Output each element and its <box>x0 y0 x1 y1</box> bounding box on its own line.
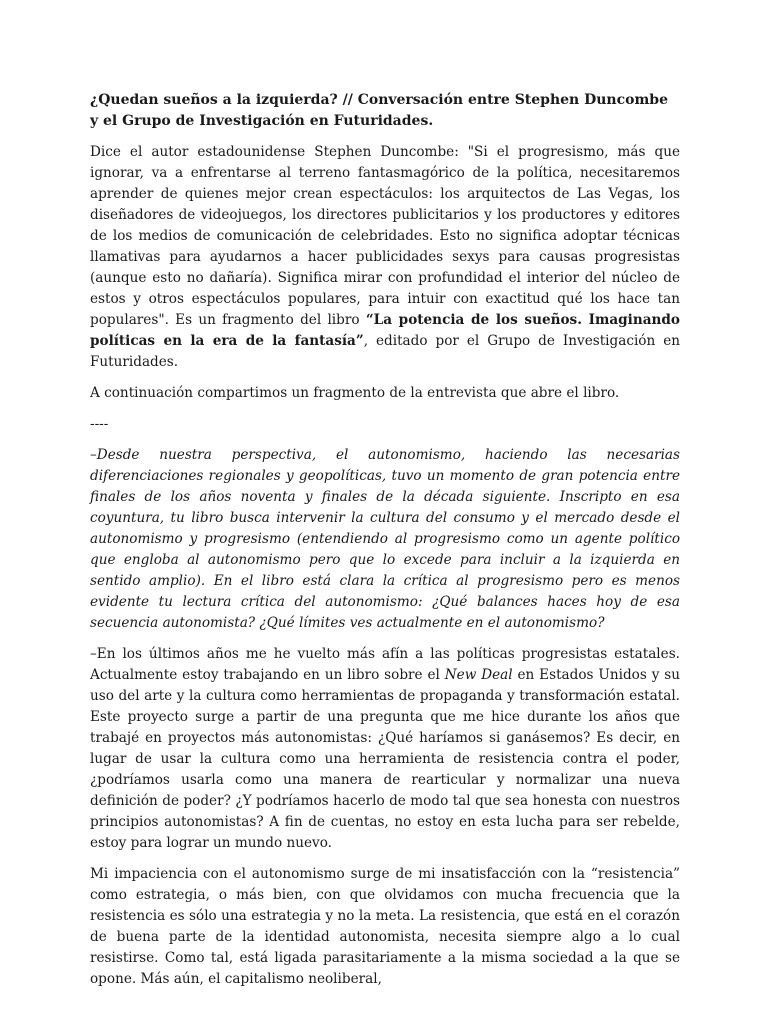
interview-question: –Desde nuestra perspectiva, el autonomismo, haciendo las necesarias diferenciaciones regionales y geopolíticas, tuvo un momento de gran potencia entre finales de los años noventa y finales de la década siguiente. Inscripto en esa coyuntura, tu libro busca intervenir la cultura del consumo y el mercado desde el autonomismo y progresismo (entendiendo al progresismo como un agente político que engloba al autonomismo pero que lo excede para incluir a la izquierda en sentido amplio). En el libro está clara la crítica al progresismo pero es menos evidente tu lectura crítica del autonomismo: ¿Qué balances haces hoy de esa secuencia autonomista? ¿Qué límites ves actualmente en el autonomismo? <box>90 447 680 631</box>
answer-paragraph-1 <box>90 644 680 854</box>
intro-text-end: , editado por el Grupo de Investigación en Futuridades. <box>90 333 681 370</box>
intro-paragraph <box>90 142 680 373</box>
answer-text-end: en Estados Unidos y su uso del arte y la cultura como herramientas de propaganda y transformación estatal. Este proyecto surge a partir de una pregunta que me hice durante los años que trabajé en proyectos más autonomistas: ¿Qué haríamos si ganásemos? Es decir, en lugar de usar la cultura como una herramienta de resistencia contra el poder, ¿podríamos usarla como una manera de rearticular y normalizar una nueva definición de poder? ¿Y podríamos hacerlo de modo tal que sea honesta con nuestros principios autonomistas? A fin de cuentas, no estoy en esta lucha para ser rebelde, estoy para lograr un mundo nuevo. <box>90 667 680 851</box>
lead-paragraph: A continuación compartimos un fragmento de la entrevista que abre el libro. <box>90 385 620 401</box>
separator: ---- <box>90 416 109 432</box>
new-deal-emphasis: New Deal <box>444 667 513 683</box>
book-title: “La potencia de los sueños. Imaginando políticas en la era de la fantasía” <box>90 312 680 349</box>
answer-paragraph-2: Mi impaciencia con el autonomismo surge de mi insatisfacción con la “resistencia” como estrategia, o más bien, con que olvidamos con mucha frecuencia que la resistencia es sólo una estrategia y no la meta. La resistencia, que está en el corazón de buena parte de la identidad autonomista, necesita siempre algo a lo cual resistirse. Como tal, está ligada parasitariamente a la misma sociedad a la que se opone. Más aún, el capitalismo neoliberal, <box>90 866 680 987</box>
answer-text: –En los últimos años me he vuelto más afín a las políticas progresistas estatales. Actualmente estoy trabajando en un libro sobre el <box>90 646 680 683</box>
article-title: ¿Quedan sueños a la izquierda? // Conversación entre Stephen Duncombe y el Grupo de Investigación en Futuridades. <box>90 92 668 129</box>
intro-text: Dice el autor estadounidense Stephen Duncombe: "Si el progresismo, más que ignorar, va a enfrentarse al terreno fantasmagórico de la política, necesitaremos aprender de quienes mejor crean espectáculos: los arquitectos de Las Vegas, los diseñadores de videojuegos, los directores publicitarios y los productores y editores de los medios de comunicación de celebridades. Esto no significa adoptar técnicas llamativas para ayudarnos a hacer publicidades sexys para causas progresistas (aunque esto no dañaría). Significa mirar con profundidad el interior del núcleo de estos y otros espectáculos populares, para intuir con exactitud qué los hace tan populares". Es un fragmento del libro <box>90 144 680 328</box>
